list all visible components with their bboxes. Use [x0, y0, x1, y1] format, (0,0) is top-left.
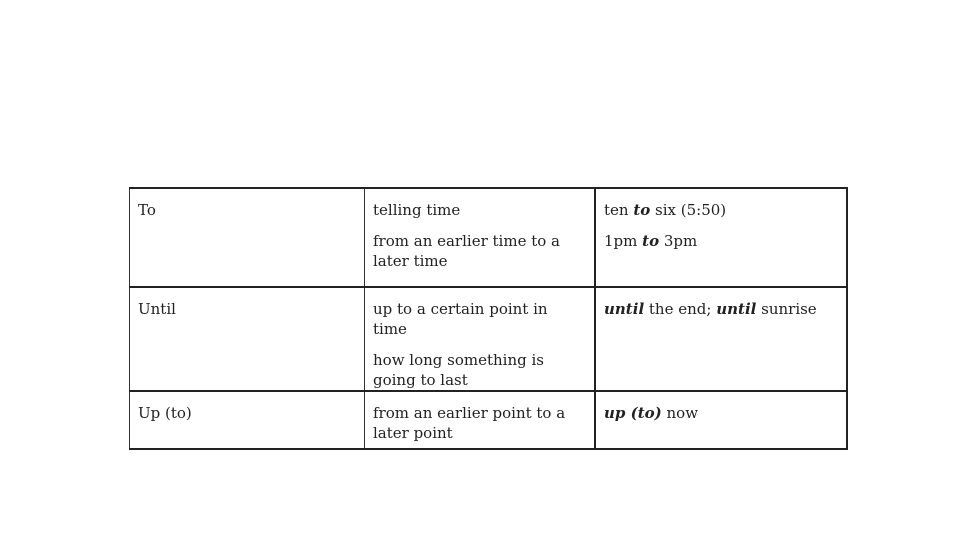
table-row: [130, 188, 848, 287]
term-until: Until: [138, 300, 176, 318]
example-part: 3pm: [659, 232, 698, 250]
table-row: [130, 287, 848, 391]
term-cell: [130, 188, 365, 287]
meaning-text: up to a certain point in time: [373, 300, 548, 338]
example-keyword: to: [633, 201, 651, 219]
meaning-text: telling time: [373, 201, 461, 219]
term-up-to: Up (to): [138, 404, 192, 422]
meaning-cell: [365, 391, 596, 449]
meaning-text: from an earlier time to a later time: [373, 232, 560, 270]
example-keyword: up (to): [604, 404, 662, 422]
meaning-text: how long something is going to last: [373, 351, 544, 389]
example-part: the end;: [644, 300, 717, 318]
example-part: sunrise: [756, 300, 817, 318]
meaning-cell: [365, 287, 596, 391]
example-keyword: to: [642, 232, 660, 250]
example-part: now: [661, 404, 699, 422]
example-text: [604, 299, 838, 319]
example-part: six (5:50): [650, 201, 727, 219]
term-cell: [130, 287, 365, 391]
example-keyword: until: [716, 300, 757, 318]
example-cell: [595, 391, 847, 449]
example-text: [604, 200, 838, 220]
example-cell: [595, 188, 847, 287]
preposition-table: [129, 187, 848, 450]
example-text: [604, 403, 838, 423]
term-to: To: [138, 201, 156, 219]
example-text: [604, 231, 838, 251]
example-part: ten: [604, 201, 634, 219]
meaning-cell: [365, 188, 596, 287]
example-cell: [595, 287, 847, 391]
example-part: 1pm: [604, 232, 643, 250]
term-cell: [130, 391, 365, 449]
table-row: [130, 391, 848, 449]
example-keyword: until: [604, 300, 645, 318]
meaning-text: from an earlier point to a later point: [373, 404, 566, 442]
